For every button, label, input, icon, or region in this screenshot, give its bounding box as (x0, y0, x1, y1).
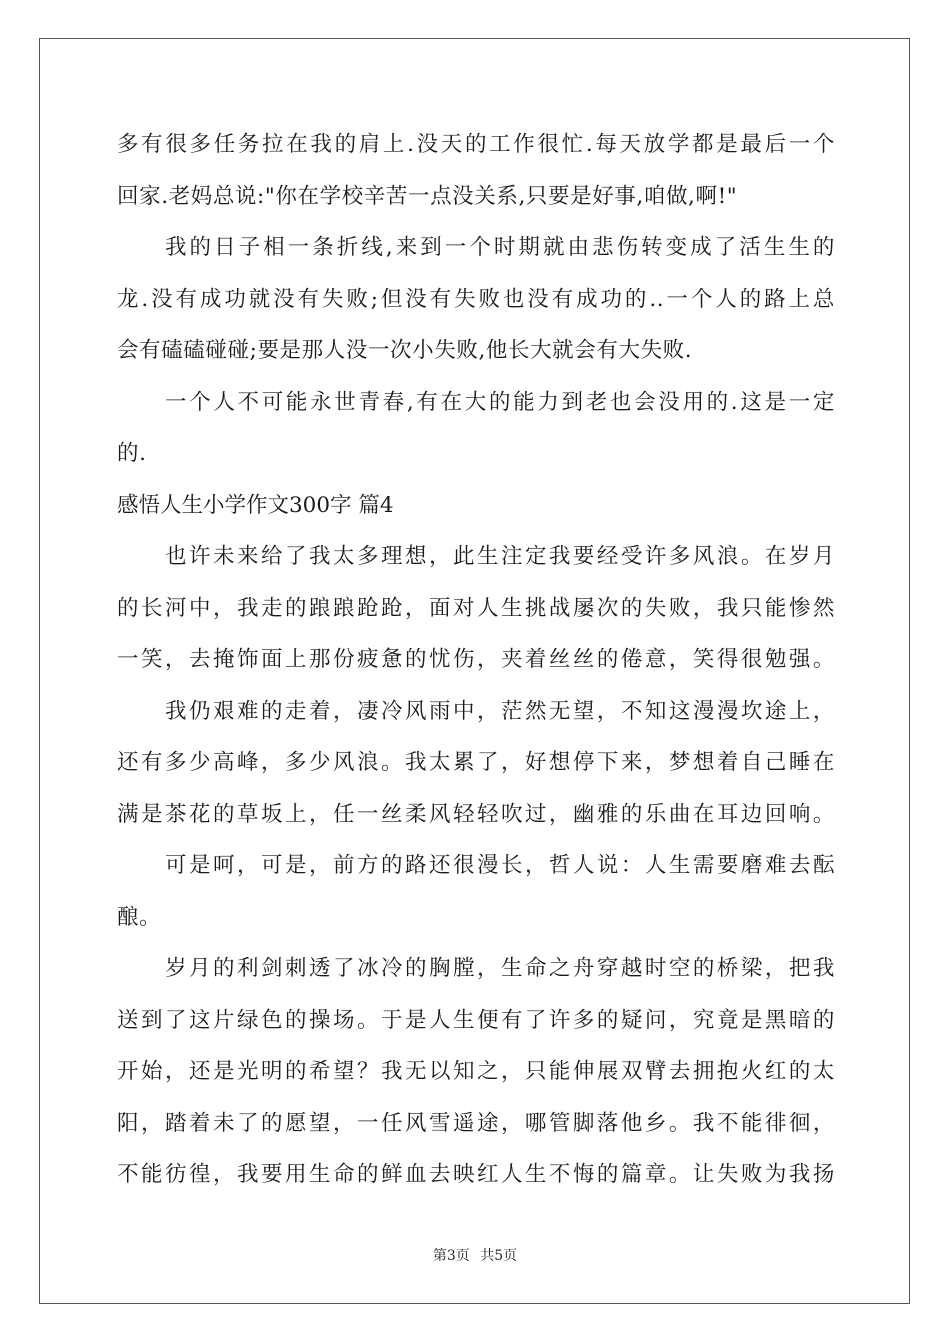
section-heading: 感悟人生小学作文300字 篇4 (117, 492, 394, 518)
text-line: 回家.老妈总说:"你在学校辛苦一点没关系,只要是好事,咱做,啊!" (117, 183, 738, 209)
current-page-number: 第3页 (432, 1248, 470, 1264)
text-line: 会有磕磕碰碰;要是那人没一次小失败,他长大就会有大失败. (117, 338, 693, 363)
text-line: 的. (117, 441, 147, 466)
text-line: 开始，还是光明的希望？我无以知之，只能伸展双臂去拥抱火红的太 (117, 1059, 835, 1084)
text-line: 满是茶花的草坂上，任一丝柔风轻轻吹过，幽雅的乐曲在耳边回响。 (117, 801, 835, 827)
text-line: 酿。 (117, 904, 162, 930)
document-body (117, 126, 835, 1208)
page-footer (0, 1245, 950, 1265)
text-line: 龙.没有成功就没有失败;但没有失败也没有成功的..一个人的路上总 (117, 286, 835, 312)
text-line: 也许未来给了我太多理想，此生注定我要经受许多风浪。在岁月 (165, 544, 835, 569)
text-line: 一个人不可能永世青春,有在大的能力到老也会没用的.这是一定 (165, 389, 835, 415)
text-line: 还有多少高峰，多少风浪。我太累了，好想停下来，梦想着自己睡在 (117, 750, 835, 775)
text-line: 岁月的利剑刺透了冰冷的胸膛，生命之舟穿越时空的桥梁，把我 (165, 956, 835, 981)
text-line: 不能彷徨，我要用生命的鲜血去映红人生不悔的篇章。让失败为我扬 (117, 1162, 835, 1187)
text-line: 可是呵，可是，前方的路还很漫长，哲人说：人生需要磨难去酝 (165, 853, 835, 878)
text-line: 阳，踏着未了的愿望，一任风雪遥途，哪管脚落他乡。我不能徘徊， (117, 1110, 835, 1136)
text-line: 送到了这片绿色的操场。于是人生便有了许多的疑问，究竟是黑暗的 (117, 1007, 835, 1033)
text-line: 我仍艰难的走着，凄冷风雨中，茫然无望，不知这漫漫坎途上， (165, 698, 835, 724)
text-line: 的长河中，我走的踉踉跄跄，面对人生挑战屡次的失败，我只能惨然 (117, 595, 835, 621)
total-pages: 共5页 (480, 1248, 518, 1264)
text-line: 我的日子相一条折线,来到一个时期就由悲伤转变成了活生生的 (165, 235, 835, 260)
text-line: 一笑，去掩饰面上那份疲惫的忧伤，夹着丝丝的倦意，笑得很勉强。 (117, 647, 835, 672)
text-line: 多有很多任务拉在我的肩上.没天的工作很忙.每天放学都是最后一个 (117, 132, 835, 157)
